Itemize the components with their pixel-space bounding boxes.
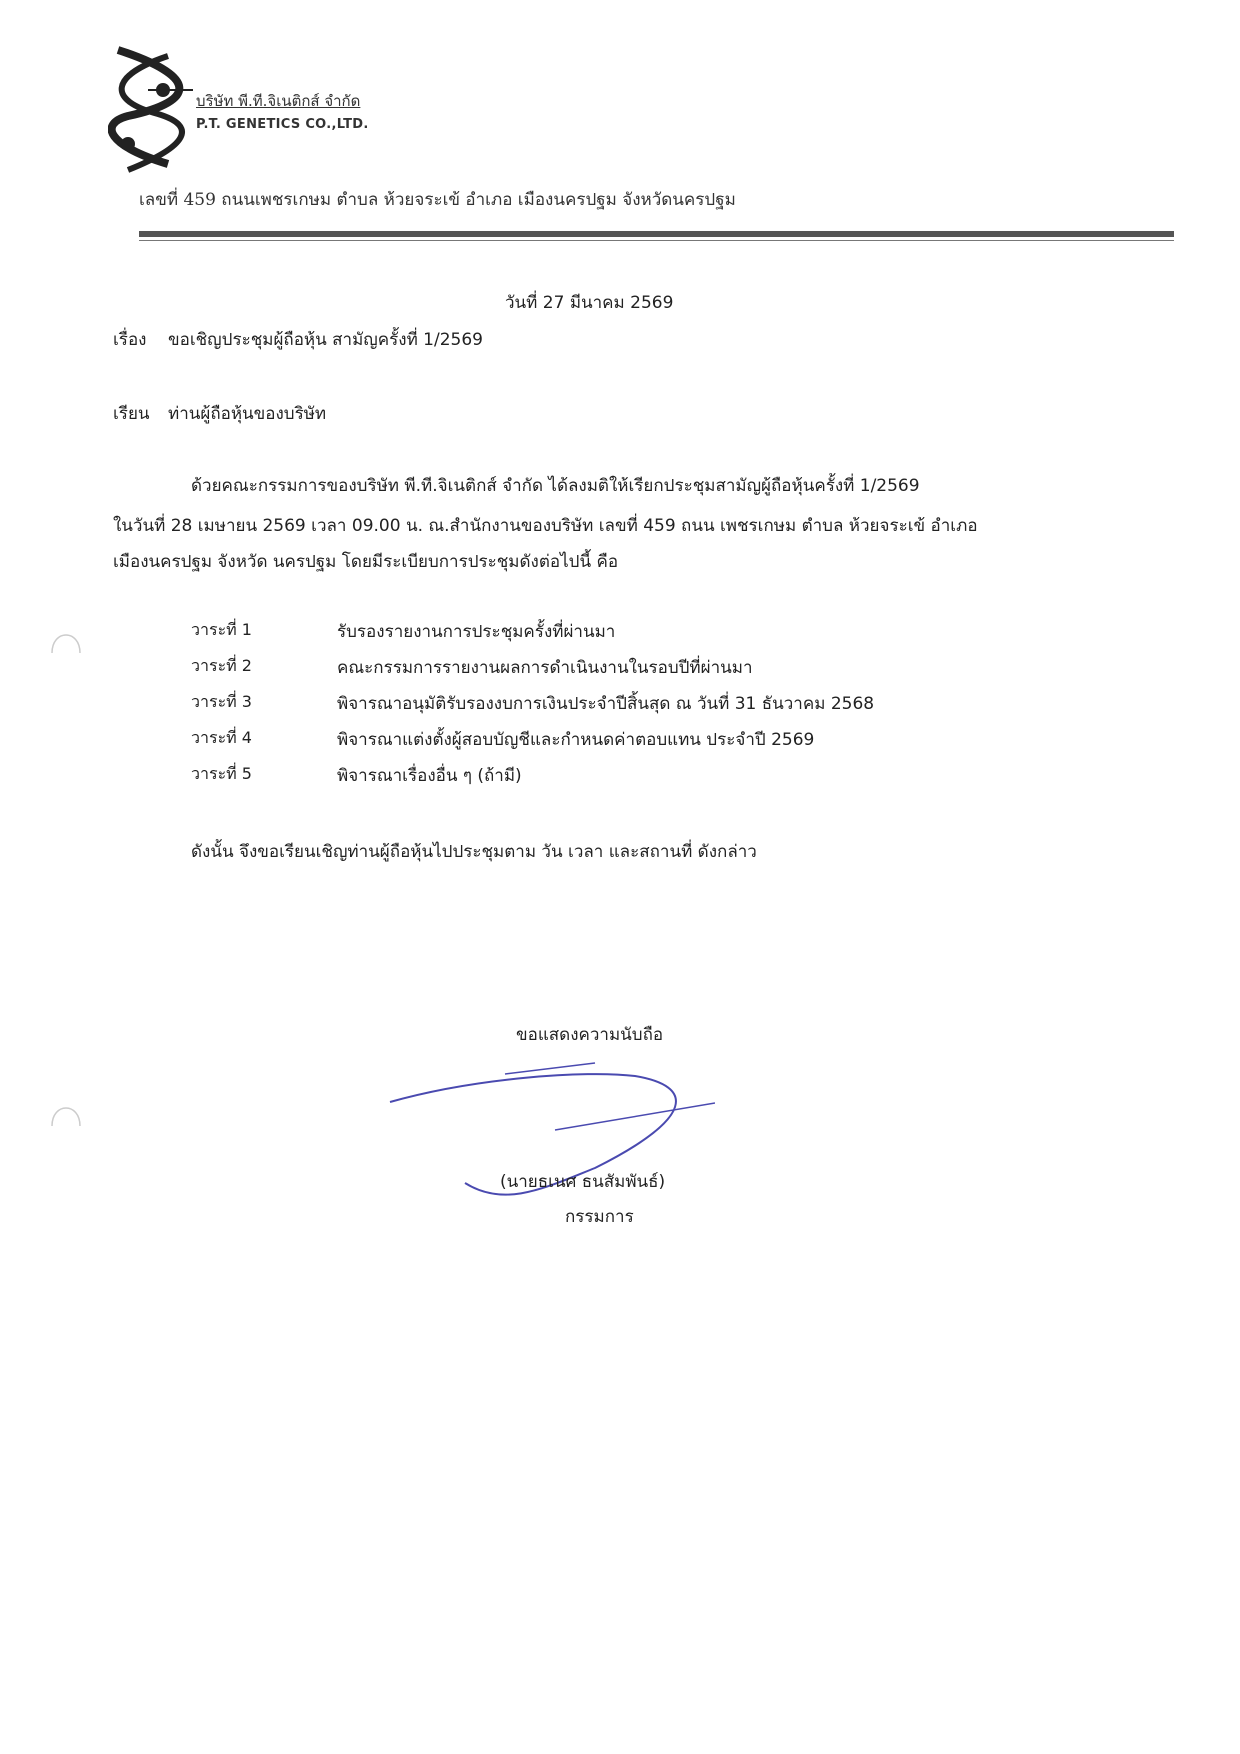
header-divider: [139, 231, 1174, 237]
company-name-thai: บริษัท พี.ที.จิเนติกส์ จำกัด: [196, 92, 361, 110]
company-name-english: P.T. GENETICS CO.,LTD.: [196, 117, 369, 132]
hole-punch-mark-icon: [50, 1098, 82, 1138]
signer-position: กรรมการ: [565, 1207, 634, 1227]
company-address: เลขที่ 459 ถนนเพชรเกษม ตำบล ห้วยจระเข้ อำเภอ เมืองนครปฐม จังหวัดนครปฐม: [139, 190, 736, 210]
agenda-text: พิจารณาแต่งตั้งผู้สอบบัญชีและกำหนดค่าตอบแทน ประจำปี 2569: [337, 730, 815, 750]
hole-punch-mark-icon: [50, 625, 82, 665]
agenda-number: วาระที่ 4: [191, 728, 252, 747]
dna-helix-logo-icon: [108, 46, 198, 176]
closing-line: ดังนั้น จึงขอเรียนเชิญท่านผู้ถือหุ้นไปประชุมตาม วัน เวลา และสถานที่ ดังกล่าว: [191, 842, 757, 862]
header-divider-thin: [139, 240, 1174, 241]
body-line: ในวันที่ 28 เมษายน 2569 เวลา 09.00 น. ณ.สำนักงานของบริษัท เลขที่ 459 ถนน เพชรเกษม ตำบล ห้วยจระเข้ อำเภอ: [113, 516, 978, 536]
agenda-number: วาระที่ 3: [191, 692, 252, 711]
subject-label: เรื่อง: [113, 330, 147, 350]
agenda-number: วาระที่ 5: [191, 764, 252, 783]
signer-name: (นายธเนศ ธนสัมพันธ์): [500, 1172, 666, 1192]
body-line: เมืองนครปฐม จังหวัด นครปฐม โดยมีระเบียบการประชุมดังต่อไปนี้ คือ: [113, 552, 619, 572]
agenda-text: พิจารณาอนุมัติรับรองงบการเงินประจำปีสิ้นสุด ณ วันที่ 31 ธันวาคม 2568: [337, 694, 875, 714]
regards-line: ขอแสดงความนับถือ: [516, 1025, 664, 1045]
letter-date: วันที่ 27 มีนาคม 2569: [505, 293, 674, 313]
agenda-text: รับรองรายงานการประชุมครั้งที่ผ่านมา: [337, 622, 616, 642]
agenda-number: วาระที่ 2: [191, 656, 252, 675]
agenda-text: พิจารณาเรื่องอื่น ๆ (ถ้ามี): [337, 766, 522, 786]
agenda-text: คณะกรรมการรายงานผลการดำเนินงานในรอบปีที่ผ่านมา: [337, 658, 753, 678]
body-line: ด้วยคณะกรรมการของบริษัท พี.ที.จิเนติกส์ จำกัด ได้ลงมติให้เรียกประชุมสามัญผู้ถือหุ้นครั้งที่ 1/2569: [191, 476, 920, 496]
recipient-text: ท่านผู้ถือหุ้นของบริษัท: [168, 404, 327, 424]
agenda-number: วาระที่ 1: [191, 620, 252, 639]
recipient-label: เรียน: [113, 404, 150, 424]
subject-text: ขอเชิญประชุมผู้ถือหุ้น สามัญครั้งที่ 1/2569: [168, 330, 483, 350]
